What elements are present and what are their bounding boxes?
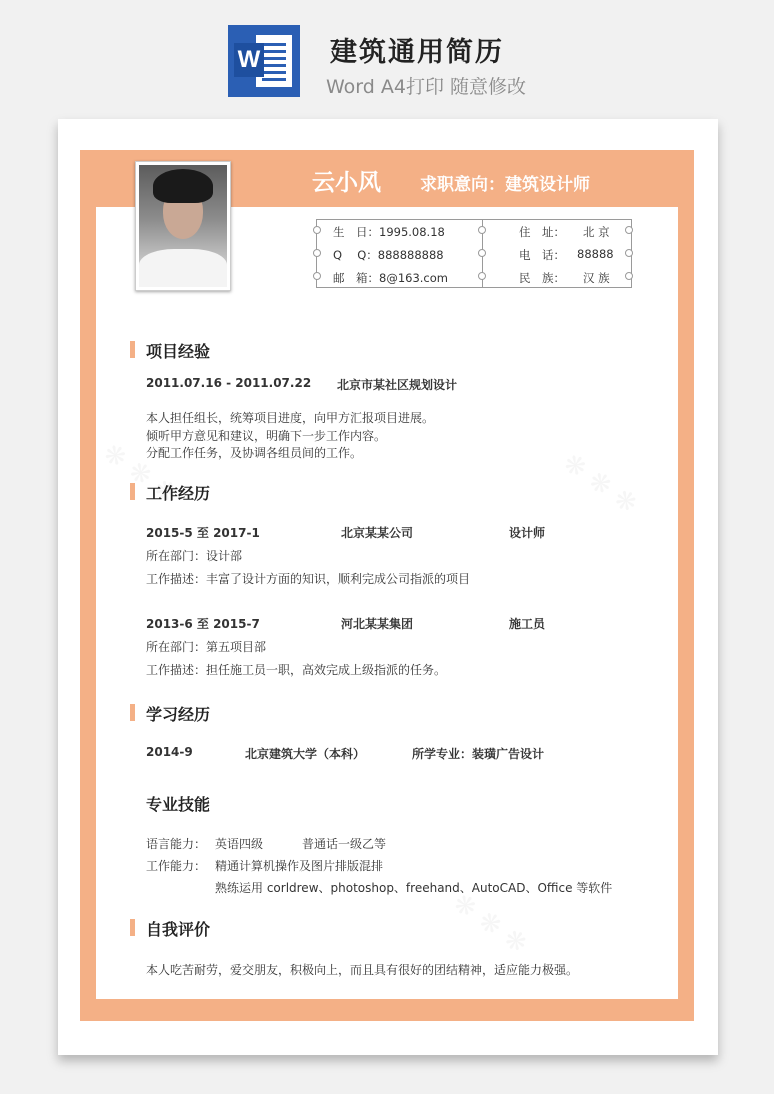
personal-info-box (316, 219, 632, 288)
info-birthday: 生 日：1995.08.18 (333, 225, 445, 239)
section-marker (130, 704, 135, 721)
work-desc: 工作描述：担任施工员一职，高效完成上级指派的任务。 (146, 663, 447, 677)
page-header (0, 0, 774, 118)
resume-paper (58, 119, 718, 1055)
self-evaluation-text: 本人吃苦耐劳，爱交朋友，积极向上，而且具有很好的团结精神，适应能力极强。 (146, 963, 579, 977)
info-phone-value: 88888 (577, 247, 614, 261)
word-letter: W (234, 43, 264, 77)
section-marker (130, 483, 135, 500)
job-intent: 求职意向：建筑设计师 (420, 175, 590, 195)
section-title: 专业技能 (146, 795, 211, 814)
project-name: 北京市某社区规划设计 (337, 378, 458, 392)
section-marker (130, 919, 135, 936)
education-year: 2014-9 (146, 745, 193, 759)
profile-photo (135, 161, 231, 291)
skills-work-1: 精通计算机操作及图片排版混排 (215, 859, 384, 873)
work-dept: 所在部门：第五项目部 (146, 640, 267, 654)
project-desc-line: 分配工作任务，及协调各组员间的工作。 (146, 446, 363, 460)
education-school: 北京建筑大学（本科） (245, 747, 366, 761)
project-date: 2011.07.16 - 2011.07.22 (146, 376, 312, 390)
skills-language-1: 英语四级 (215, 837, 264, 851)
section-title: 项目经验 (146, 342, 211, 361)
work-desc: 工作描述：丰富了设计方面的知识，顺利完成公司指派的项目 (146, 572, 471, 586)
info-address-value: 北 京 (583, 225, 610, 239)
section-title: 工作经历 (146, 484, 211, 503)
skills-language-label: 语言能力： (146, 837, 207, 851)
section-marker (130, 341, 135, 358)
work-date: 2015-5 至 2017-1 (146, 526, 260, 540)
section-title: 自我评价 (146, 920, 211, 939)
word-icon (228, 25, 300, 97)
work-company: 河北某某集团 (341, 617, 414, 631)
skills-work-label: 工作能力： (146, 859, 207, 873)
work-dept: 所在部门：设计部 (146, 549, 243, 563)
work-role: 施工员 (509, 617, 546, 631)
info-ethnicity-value: 汉 族 (583, 271, 610, 285)
section-title: 学习经历 (146, 705, 211, 724)
info-phone-label: 电 话： (519, 248, 565, 262)
work-company: 北京某某公司 (341, 526, 414, 540)
work-date: 2013-6 至 2015-7 (146, 617, 260, 631)
info-email: 邮 箱：8@163.com (333, 271, 448, 285)
skills-work-2: 熟练运用 corldrew、photoshop、freehand、AutoCAD、Office 等软件 (215, 881, 613, 895)
candidate-name: 云小风 (312, 170, 381, 196)
info-address-label: 住 址： (519, 225, 565, 239)
info-ethnicity-label: 民 族： (519, 271, 565, 285)
work-role: 设计师 (509, 526, 546, 540)
page-title: 建筑通用简历 (330, 37, 504, 68)
info-qq: Q Q：888888888 (333, 248, 444, 262)
page-subtitle: Word A4打印 随意修改 (326, 76, 527, 98)
project-desc-line: 倾听甲方意见和建议，明确下一步工作内容。 (146, 429, 387, 443)
skills-language-2: 普通话一级乙等 (302, 837, 387, 851)
project-desc-line: 本人担任组长，统筹项目进度，向甲方汇报项目进展。 (146, 411, 435, 425)
education-major: 所学专业：装璜广告设计 (412, 747, 545, 761)
